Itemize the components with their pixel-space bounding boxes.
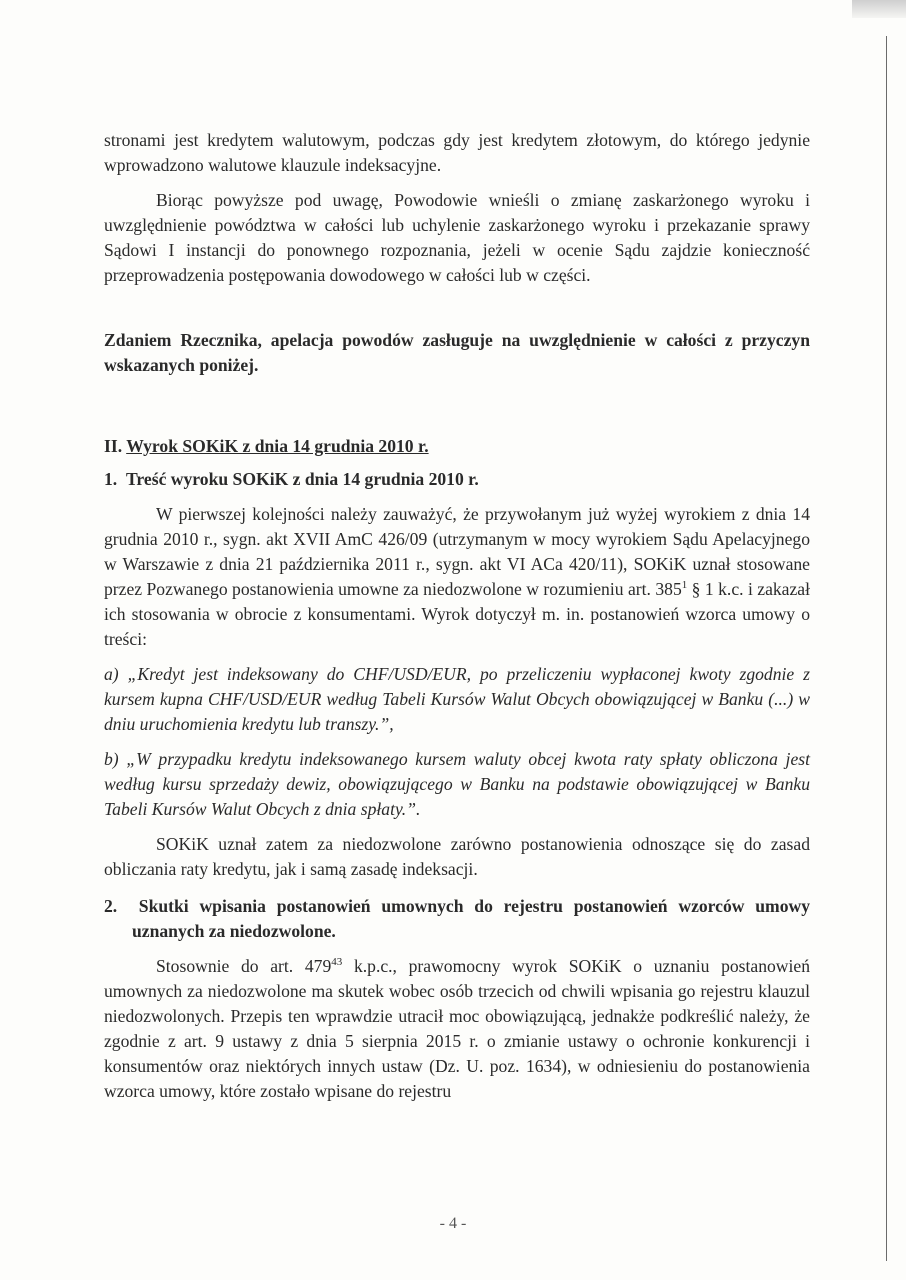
subsection-number: 1. [104, 469, 118, 489]
text-run: Stosownie do art. 479 [156, 956, 332, 976]
quoted-clause-a: a) „Kredyt jest indeksowany do CHF/USD/EUR, po przeliczeniu wypłaconej kwoty zgodnie z kursem kupna CHF/USD/EUR według Tabeli Kursów Walut Obcych obowiązującej w Banku (...) w dniu uruchomienia kredytu lub transzy.”, [104, 664, 810, 734]
text-run: § 1 k.c. i zakazał ich stosowania w obrocie z konsumentami. Wyrok dotyczył m. in. postanowień wzorca umowy o treści: [104, 579, 811, 649]
paragraph-judgment-content [104, 502, 810, 652]
subsection-title: Skutki wpisania postanowień umownych do rejestru postanowień wzorców umowy uznanych za niedozwolone. [132, 896, 810, 941]
text-run: W pierwszej kolejności należy zauważyć, że przywołanym już wyżej wyrokiem z dnia 14 grudnia 2010 r., sygn. akt XVII AmC 426/09 (utrzymanym w mocy wyrokiem Sądu Apelacyjnego w Warszawie z dnia 21 października 2011 r., sygn. akt VI ACa 420/11), SOKiK uznał stosowane przez Pozwanego postanowienia umowne za niedozwolone w rozumieniu art. 385 [104, 504, 810, 599]
paragraph-continuation: stronami jest kredytem walutowym, podczas gdy jest kredytem złotowym, do którego jedynie wprowadzono walutowe klauzule indeksacyjne. [104, 130, 810, 175]
page-number: - 4 - [439, 1215, 467, 1232]
scan-edge-line [886, 36, 887, 1261]
paragraph-conclusion: SOKiK uznał zatem za niedozwolone zarówno postanowienia odnoszące się do zasad obliczania raty kredytu, jak i samą zasadę indeksacji. [104, 834, 810, 879]
scan-edge-shadow [852, 0, 906, 18]
superscript: 43 [331, 956, 343, 969]
ombudsman-opinion: Zdaniem Rzecznika, apelacja powodów zasługuje na uwzględnienie w całości z przyczyn wskazanych poniżej. [104, 330, 810, 375]
section-heading-ii [104, 434, 810, 459]
document-body [104, 128, 810, 1104]
subsection-title: Treść wyroku SOKiK z dnia 14 grudnia 2010 r. [126, 469, 479, 489]
section-number: II. [104, 436, 123, 456]
subsection-heading-2 [104, 894, 810, 944]
paragraph-appeal-summary: Biorąc powyższe pod uwagę, Powodowie wnieśli o zmianę zaskarżonego wyroku i uwzględnienie powództwa w całości lub uchylenie zaskarżonego wyroku i przekazanie sprawy Sądowi I instancji do ponownego rozpoznania, jeżeli w ocenie Sądu zajdzie konieczność przeprowadzenia postępowania dowodowego w całości lub w części. [104, 190, 810, 285]
text-run: k.p.c., prawomocny wyrok SOKiK o uznaniu postanowień umownych za niedozwolone ma skutek wobec osób trzecich od chwili wpisania go rejestru klauzul niedozwolonych. Przepis ten wprawdzie utracił moc obowiązującą, jednakże podkreślić należy, że zgodnie z art. 9 ustawy z dnia 5 sierpnia 2015 r. o zmianie ustawy o ochronie konkurencji i konsumentów oraz niektórych innych ustaw (Dz. U. poz. 1634), w odniesieniu do postanowienia wzorca umowy, które zostało wpisane do rejestru [104, 956, 810, 1101]
quoted-clause-b: b) „W przypadku kredytu indeksowanego kursem waluty obcej kwota raty spłaty obliczona jest według kursu sprzedaży dewiz, obowiązującego w Banku na podstawie obowiązującej w Banku Tabeli Kursów Walut Obcych z dnia spłaty.”. [104, 749, 810, 819]
subsection-heading-1 [104, 467, 810, 492]
paragraph-register-effects [104, 954, 810, 1104]
superscript: 1 [681, 579, 688, 592]
subsection-number: 2. [104, 896, 118, 916]
section-title: Wyrok SOKiK z dnia 14 grudnia 2010 r. [126, 436, 429, 456]
